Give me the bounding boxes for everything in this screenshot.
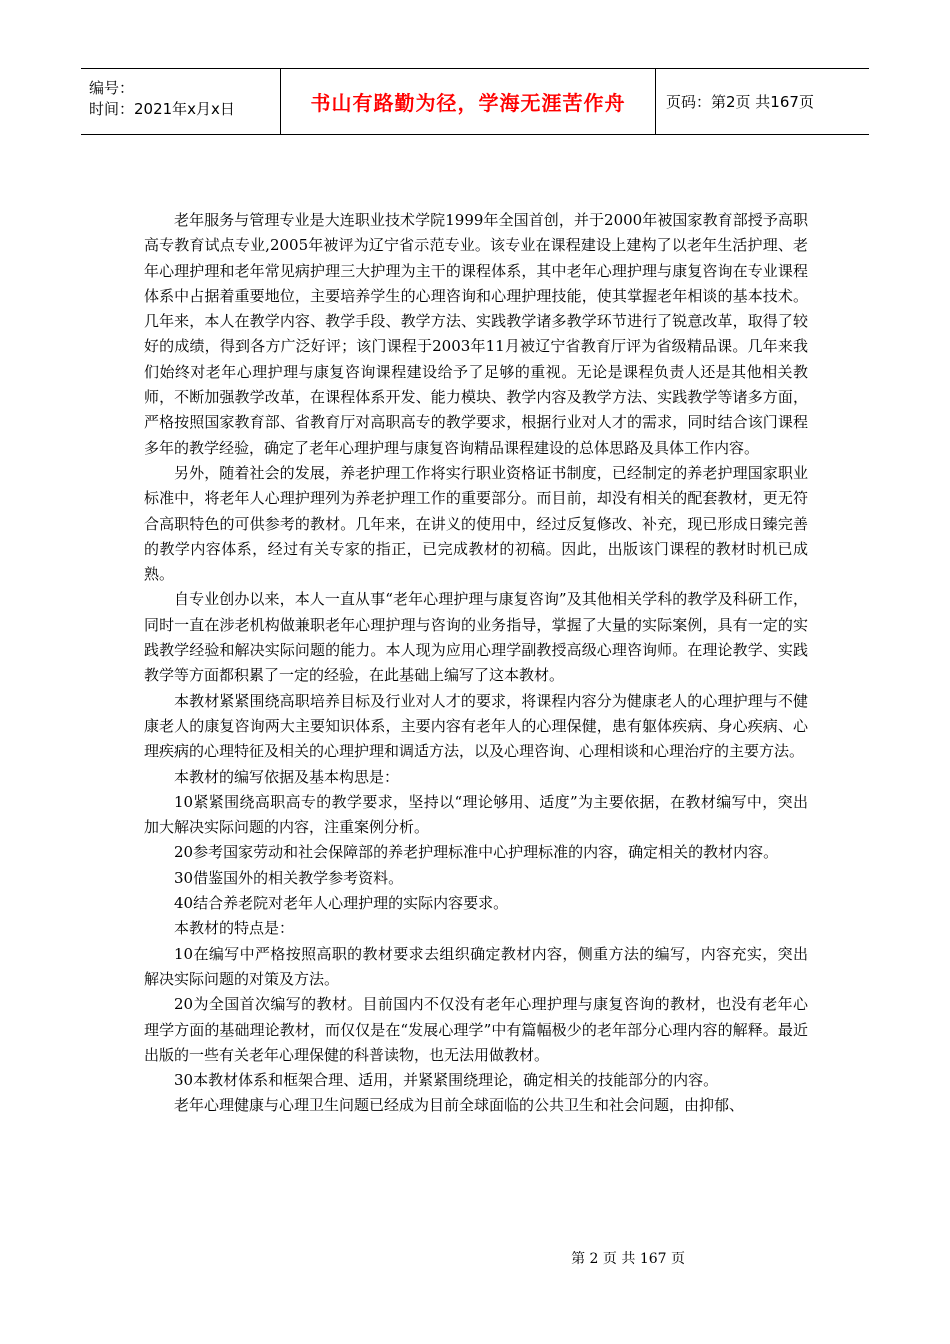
header-page-cell (656, 69, 869, 134)
document-body (144, 208, 808, 1119)
body-paragraph: 老年心理健康与心理卫生问题已经成为目前全球面临的公共卫生和社会问题，由抑郁、 (174, 1096, 745, 1115)
page-footer (0, 1248, 950, 1268)
list-item: 30借鉴国外的相关教学参考资料。 (174, 868, 404, 887)
list-item: 10紧紧围绕高职高专的教学要求，坚持以“理论够用、适度”为主要依据，在教材编写中，突出加大解决实际问题的内容，注重案例分析。 (144, 792, 808, 837)
list-item: 20参考国家劳动和社会保障部的养老护理标准中心护理标准的内容，确定相关的教材内容。 (174, 843, 779, 862)
list-item: 10在编写中严格按照高职的教材要求去组织确定教材内容，侧重方法的编写，内容充实，突出解决实际问题的对策及方法。 (144, 944, 808, 988)
body-paragraph: 本教材的编写依据及基本构思是： (174, 767, 400, 786)
body-paragraph: 老年服务与管理专业是大连职业技术学院1999年全国首创，并于2000年被国家教育部授予高职高专教育试点专业,2005年被评为辽宁省示范专业。该专业在课程建设上建构了以老年生活护理、老年心理护理和老年常见病护理三大护理为主干的课程体系，其中老年心理护理与康复咨询在专业课程体系中占据着重要地位，主要培养学生的心理咨询和心理护理技能，使其掌握老年相谈的基本技术。几年来，本人在教学内容、教学手段、教学方法、实践教学诸多教学环节进行了锐意改革，取得了较好的成绩，得到各方广泛好评；该门课程于2003年11月被辽宁省教育厅评为省级精品课。几年来我们始终对老年心理护理与康复咨询课程建设给予了足够的重视。无论是课程负责人还是其他相关教师，不断加强教学改革，在课程体系开发、能力模块、教学内容及教学方法、实践教学等诸多方面，严格按照国家教育部、省教育厅对高职高专的教学要求，根据行业对人才的需求，同时结合该门课程多年的教学经验，确定了老年心理护理与康复咨询精品课程建设的总体思路及具体工作内容。 (144, 211, 808, 457)
header-page-info: 页码：第2页 共167页 (666, 93, 814, 111)
footer-page-number: 第 2 页 共 167 页 (571, 1251, 685, 1267)
list-item: 20为全国首次编写的教材。目前国内不仅没有老年心理护理与康复咨询的教材，也没有老年心理学方面的基础理论教材，而仅仅是在“发展心理学”中有篇幅极少的老年部分心理内容的解释。最近出版的一些有关老年心理保健的科普读物，也无法用做教材。 (144, 995, 808, 1064)
body-paragraph: 另外，随着社会的发展，养老护理工作将实行职业资格证书制度，已经制定的养老护理国家职业标准中，将老年人心理护理列为养老护理工作的重要部分。而目前，却没有相关的配套教材，更无符合高职特色的可供参考的教材。几年来，在讲义的使用中，经过反复修改、补充，现已形成日臻完善的教学内容体系，经过有关专家的指正，已完成教材的初稿。因此，出版该门课程的教材时机已成熟。 (144, 463, 808, 584)
header-meta-cell (81, 69, 281, 134)
document-number-label: 编号： (89, 78, 135, 97)
page-header (81, 68, 869, 135)
document-time-label: 时间：2021年x月x日 (89, 99, 235, 118)
list-item: 40结合养老院对老年人心理护理的实际内容要求。 (174, 894, 509, 913)
body-paragraph: 本教材紧紧围绕高职培养目标及行业对人才的要求，将课程内容分为健康老人的心理护理与不健康老人的康复咨询两大主要知识体系，主要内容有老年人的心理保健，患有躯体疾病、身心疾病、心理疾病的心理特征及相关的心理护理和调适方法，以及心理咨询、心理相谈和心理治疗的主要方法。 (144, 691, 808, 761)
header-motto-cell (281, 69, 656, 134)
body-paragraph: 自专业创办以来，本人一直从事“老年心理护理与康复咨询”及其他相关学科的教学及科研工作，同时一直在涉老机构做兼职老年心理护理与咨询的业务指导，掌握了大量的实际案例，具有一定的实践教学经验和解决实际问题的能力。本人现为应用心理学副教授高级心理咨询师。在理论教学、实践教学等方面都积累了一定的经验，在此基础上编写了这本教材。 (144, 590, 808, 685)
header-motto: 书山有路勤为径，学海无涯苦作舟 (310, 91, 626, 115)
list-item: 30本教材体系和框架合理、适用，并紧紧围绕理论，确定相关的技能部分的内容。 (174, 1071, 719, 1090)
body-paragraph: 本教材的特点是： (174, 919, 295, 938)
